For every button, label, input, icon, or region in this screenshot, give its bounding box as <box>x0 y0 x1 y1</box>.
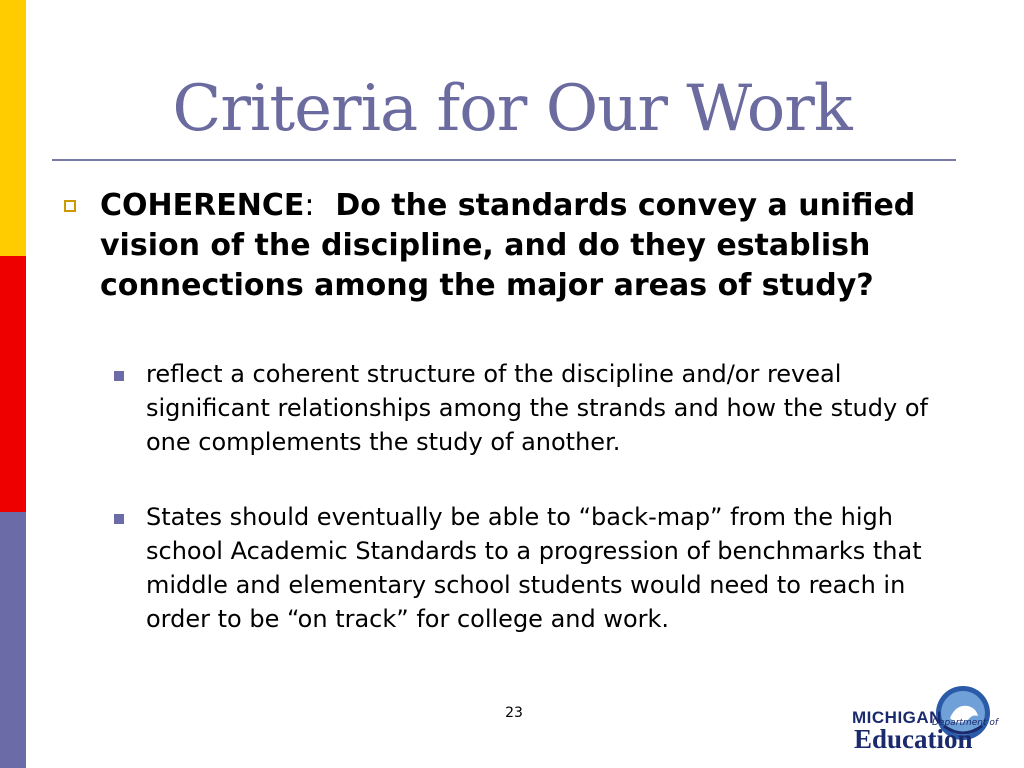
sub-bullet-1: reflect a coherent structure of the discipline and/or reveal significant relationships among the strands and how the study of one complements the study of another. <box>146 360 928 456</box>
title-divider <box>52 159 956 161</box>
accent-stripe-blue <box>0 512 26 768</box>
bullet-term: COHERENCE <box>100 188 305 223</box>
page-number: 23 <box>505 705 523 721</box>
accent-stripe-red <box>0 256 26 512</box>
michigan-education-logo <box>846 680 1016 760</box>
sub-bullet-2: States should eventually be able to “back-map” from the high school Academic Standards to a progression of benchmarks that middle and elementary school students would need to reach in order to be “on track” for college and work. <box>146 503 922 633</box>
main-bullet <box>100 186 960 306</box>
square-bullet-icon <box>114 371 124 381</box>
logo-line2: Department of <box>932 718 998 728</box>
logo-line1: MICHIGAN <box>852 708 942 727</box>
square-bullet-icon <box>114 514 124 524</box>
hollow-square-bullet-icon <box>64 200 76 212</box>
bullet-question: Do the standards convey a unified vision of the discipline, and do they establish connections among the major areas of study? <box>100 188 916 303</box>
bullet-separator: : <box>304 188 315 223</box>
slide-title: Criteria for Our Work <box>172 72 852 146</box>
logo-line3: Education <box>854 724 973 754</box>
